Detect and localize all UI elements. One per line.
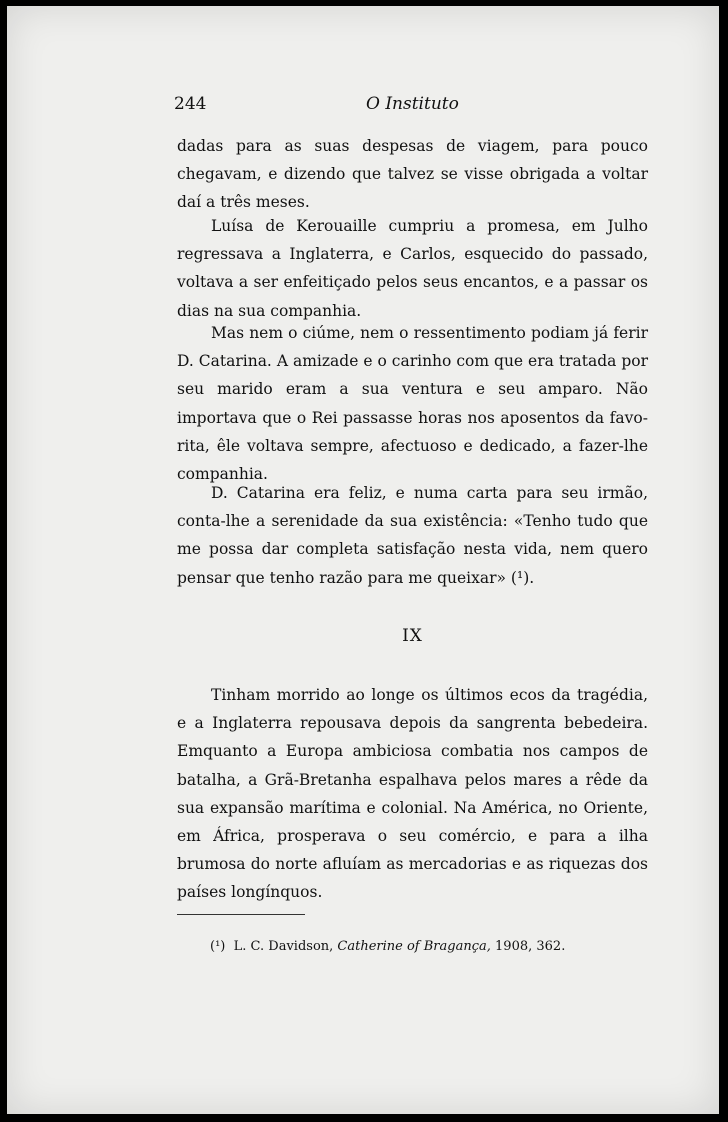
footnote-author: L. C. Davidson,	[233, 939, 334, 954]
paragraph-section-ix: Tinham morrido ao longe os últimos ecos da tragédia, e a Inglaterra repousava depois da sangrenta bebedeira. Emquanto a Europa ambiciosa combatia nos campos de batalha, a Grã-Bretanha espalhava pelos mares a rêde da sua expansão marítima e colonial. Na América, no Oriente, em África, prosperava o seu comércio, e para a ilha brumosa do norte afluíam as mercadorias e as riquezas dos países longínquos.	[177, 686, 648, 902]
paragraph-catarina-carta: D. Catarina era feliz, e numa carta para seu irmão, conta-lhe a serenidade da sua existência: «Tenho tudo que me possa dar completa satisfação nesta vida, nem quero pensar que tenho razão para me queixar» (¹).	[177, 484, 648, 587]
paragraph-catarina-ciume: Mas nem o ciúme, nem o ressentimento podiam já ferir D. Catarina. A amizade e o carinho com que era tratada por seu marido eram a sua ventura e seu amparo. Não importava que o Rei passasse horas nos aposentos da favorita, êle voltava sempre, afectuoso e dedicado, a fazer-lhe companhia.	[177, 324, 648, 484]
footnote	[210, 938, 648, 956]
footnote-title: Catherine of Bragança,	[337, 939, 491, 954]
running-title: O Instituto	[366, 94, 459, 114]
paragraph-continuation: dadas para as suas despesas de viagem, para pouco chegavam, e dizendo que talvez se visse obrigada a voltar daí a três meses.	[177, 137, 648, 212]
footnote-divider	[177, 914, 305, 915]
page-number: 244	[174, 94, 207, 114]
page-header	[170, 94, 650, 118]
paragraph-kerouaille: Luísa de Kerouaille cumpriu a promesa, em Julho regressava a Inglaterra, e Carlos, esquecido do passado, voltava a ser enfeitiçado pelos seus encantos, e a passar os dias na sua companhia.	[177, 217, 648, 320]
footnote-marker: (¹)	[210, 939, 226, 954]
section-heading: IX	[402, 626, 423, 646]
book-page	[7, 6, 719, 1114]
footnote-details: 1908, 362.	[495, 939, 566, 954]
